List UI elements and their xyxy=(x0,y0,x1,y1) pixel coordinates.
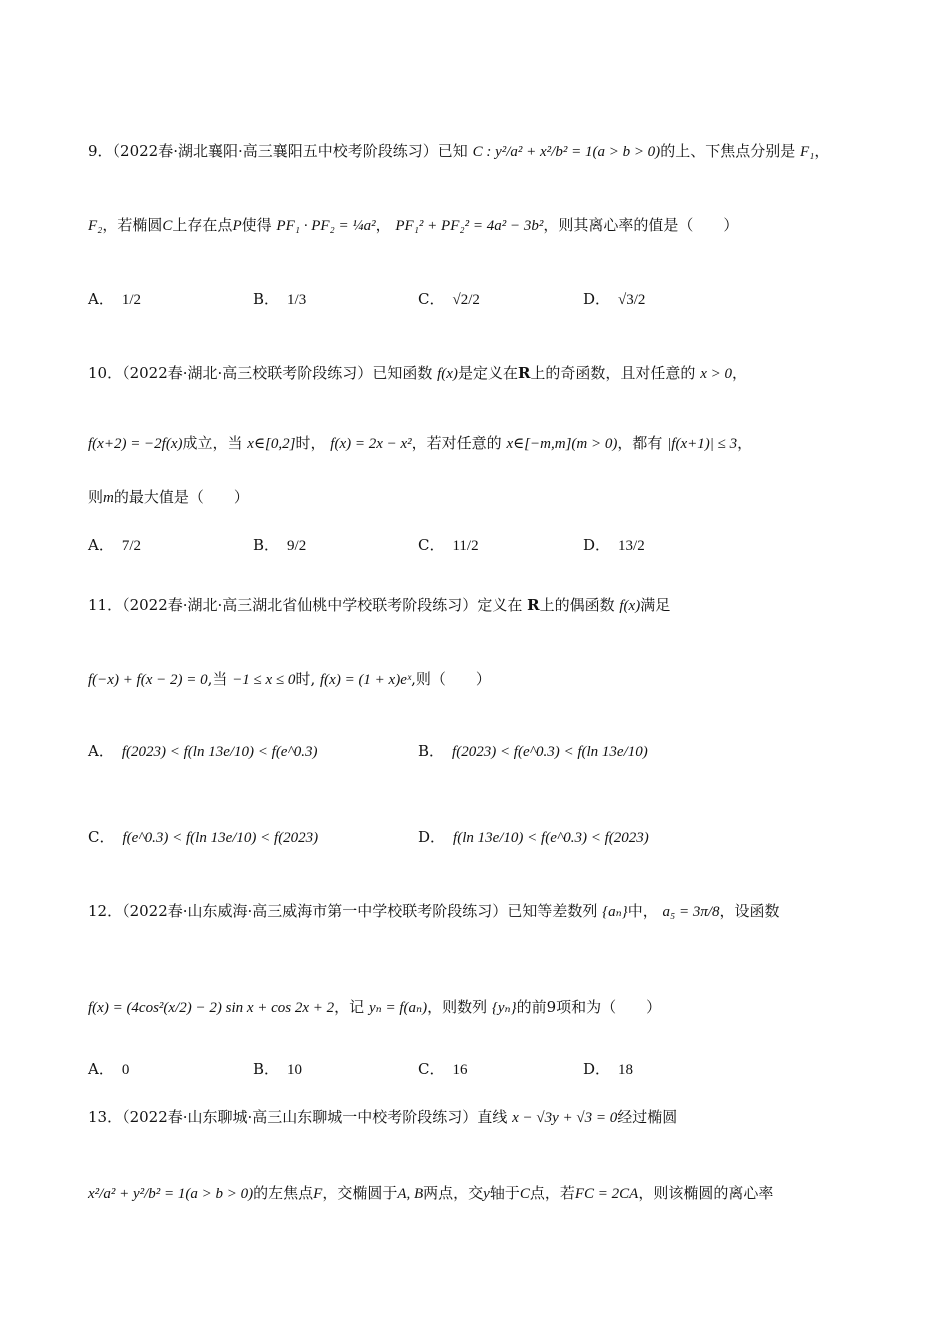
q10-option-b[interactable]: B． 9/2 xyxy=(253,536,307,554)
q10-line1: 10．（2022春·湖北·高三校联考阶段练习）已知函数 f(x)是定义在R上的奇函数，且对任意的 x > 0， xyxy=(88,364,748,382)
q11-option-a[interactable]: A． f(2023) < f(ln 13e/10) < f(e^0.3) xyxy=(88,742,318,760)
q13-source: （2022春·山东聊城·高三山东聊城一中校考阶段练习） xyxy=(122,1108,478,1126)
q12-option-b[interactable]: B． 10 xyxy=(253,1060,303,1078)
q13-line2: x²/a² + y²/b² = 1(a > b > 0)的左焦点F，交椭圆于A, B两点，交y轴于C点，若FC = 2CA，则该椭圆的离心率 xyxy=(88,1184,774,1202)
q10-line3: 则m的最大值是（ ） xyxy=(88,488,249,506)
q11-source: （2022春·湖北·高三湖北省仙桃中学校联考阶段练习） xyxy=(122,596,478,614)
q9-ellipse-equation: C : y²/a² + x²/b² = 1(a > b > 0) xyxy=(472,144,661,160)
q9-option-d[interactable]: D． √3/2 xyxy=(583,290,646,308)
q9-option-b[interactable]: B． 1/3 xyxy=(253,290,307,308)
q9-condition-sum-squares: PF₁² + PF₂² = 4a² − 3b² xyxy=(395,218,544,234)
q9-number: 9． xyxy=(88,142,113,160)
q12-line1: 12．（2022春·山东威海·高三威海市第一中学校联考阶段练习）已知等差数列 {aₙ}中， a₅ = 3π/8，设函数 xyxy=(88,902,780,920)
q11-number: 11． xyxy=(88,596,123,614)
q12-option-c[interactable]: C． 16 xyxy=(418,1060,468,1078)
q12-source: （2022春·山东威海·高三威海市第一中学校联考阶段练习） xyxy=(122,902,508,920)
q13-ellipse-equation: x²/a² + y²/b² = 1(a > b > 0) xyxy=(88,1186,254,1202)
q10-recurrence: f(x+2) = −2f(x) xyxy=(88,436,183,452)
q11-line2: f(−x) + f(x − 2) = 0,当 −1 ≤ x ≤ 0时, f(x) = (1 + x)eˣ,则（ ） xyxy=(88,670,491,688)
q9-line1: 9．（2022春·湖北襄阳·高三襄阳五中校考阶段练习）已知 C : y²/a² + x²/b² = 1(a > b > 0)的上、下焦点分别是 F₁， xyxy=(88,142,830,160)
q12-number: 12． xyxy=(88,902,123,920)
q9-option-c[interactable]: C． √2/2 xyxy=(418,290,480,308)
q10-line2: f(x+2) = −2f(x)成立，当 x∈[0,2]时， f(x) = 2x − x²，若对任意的 x∈[−m,m](m > 0)，都有 |f(x+1)| ≤ 3， xyxy=(88,434,753,452)
q12-option-a[interactable]: A． 0 xyxy=(88,1060,130,1078)
q10-option-a[interactable]: A． 7/2 xyxy=(88,536,142,554)
q9-source: （2022春·湖北襄阳·高三襄阳五中校考阶段练习） xyxy=(112,142,438,160)
q10-source: （2022春·湖北·高三校联考阶段练习） xyxy=(122,364,373,382)
q10-option-c[interactable]: C． 11/2 xyxy=(418,536,479,554)
q11-equation: f(−x) + f(x − 2) = 0 xyxy=(88,672,208,688)
q11-definition: f(x) = (1 + x)eˣ xyxy=(320,672,412,688)
q11-option-d[interactable]: D． f(ln 13e/10) < f(e^0.3) < f(2023) xyxy=(418,828,649,846)
q9-focus-f2: F₂ xyxy=(88,218,103,234)
q11-line1: 11．（2022春·湖北·高三湖北省仙桃中学校联考阶段练习）定义在 R上的偶函数 f(x)满足 xyxy=(88,596,671,614)
q12-function: f(x) = (4cos²(x/2) − 2) sin x + cos 2x + 2 xyxy=(88,1000,335,1016)
q13-line1: 13．（2022春·山东聊城·高三山东聊城一中校考阶段练习）直线 x − √3y + √3 = 0经过椭圆 xyxy=(88,1108,678,1126)
q9-option-a[interactable]: A． 1/2 xyxy=(88,290,142,308)
q9-condition-dot-product: PF₁ · PF₂ = ¼a² xyxy=(276,218,376,234)
q10-number: 10． xyxy=(88,364,123,382)
q11-option-b[interactable]: B． f(2023) < f(e^0.3) < f(ln 13e/10) xyxy=(418,742,648,760)
q9-line2: F₂，若椭圆C上存在点P使得 PF₁ · PF₂ = ¼a²， PF₁² + PF₂² = 4a² − 3b²，则其离心率的值是（ ） xyxy=(88,216,739,234)
q10-definition: f(x) = 2x − x² xyxy=(330,436,412,452)
q9-focus-f1: F₁ xyxy=(799,144,815,160)
q13-number: 13． xyxy=(88,1108,123,1126)
q10-inequality: |f(x+1)| ≤ 3 xyxy=(667,436,738,452)
q12-option-d[interactable]: D． 18 xyxy=(583,1060,634,1078)
q12-line2: f(x) = (4cos²(x/2) − 2) sin x + cos 2x + 2，记 yₙ = f(aₙ)，则数列 {yₙ}的前9项和为（ ） xyxy=(88,998,662,1016)
q11-option-c[interactable]: C． f(e^0.3) < f(ln 13e/10) < f(2023) xyxy=(88,828,319,846)
q10-option-d[interactable]: D． 13/2 xyxy=(583,536,645,554)
q13-line-equation: x − √3y + √3 = 0 xyxy=(512,1110,618,1126)
